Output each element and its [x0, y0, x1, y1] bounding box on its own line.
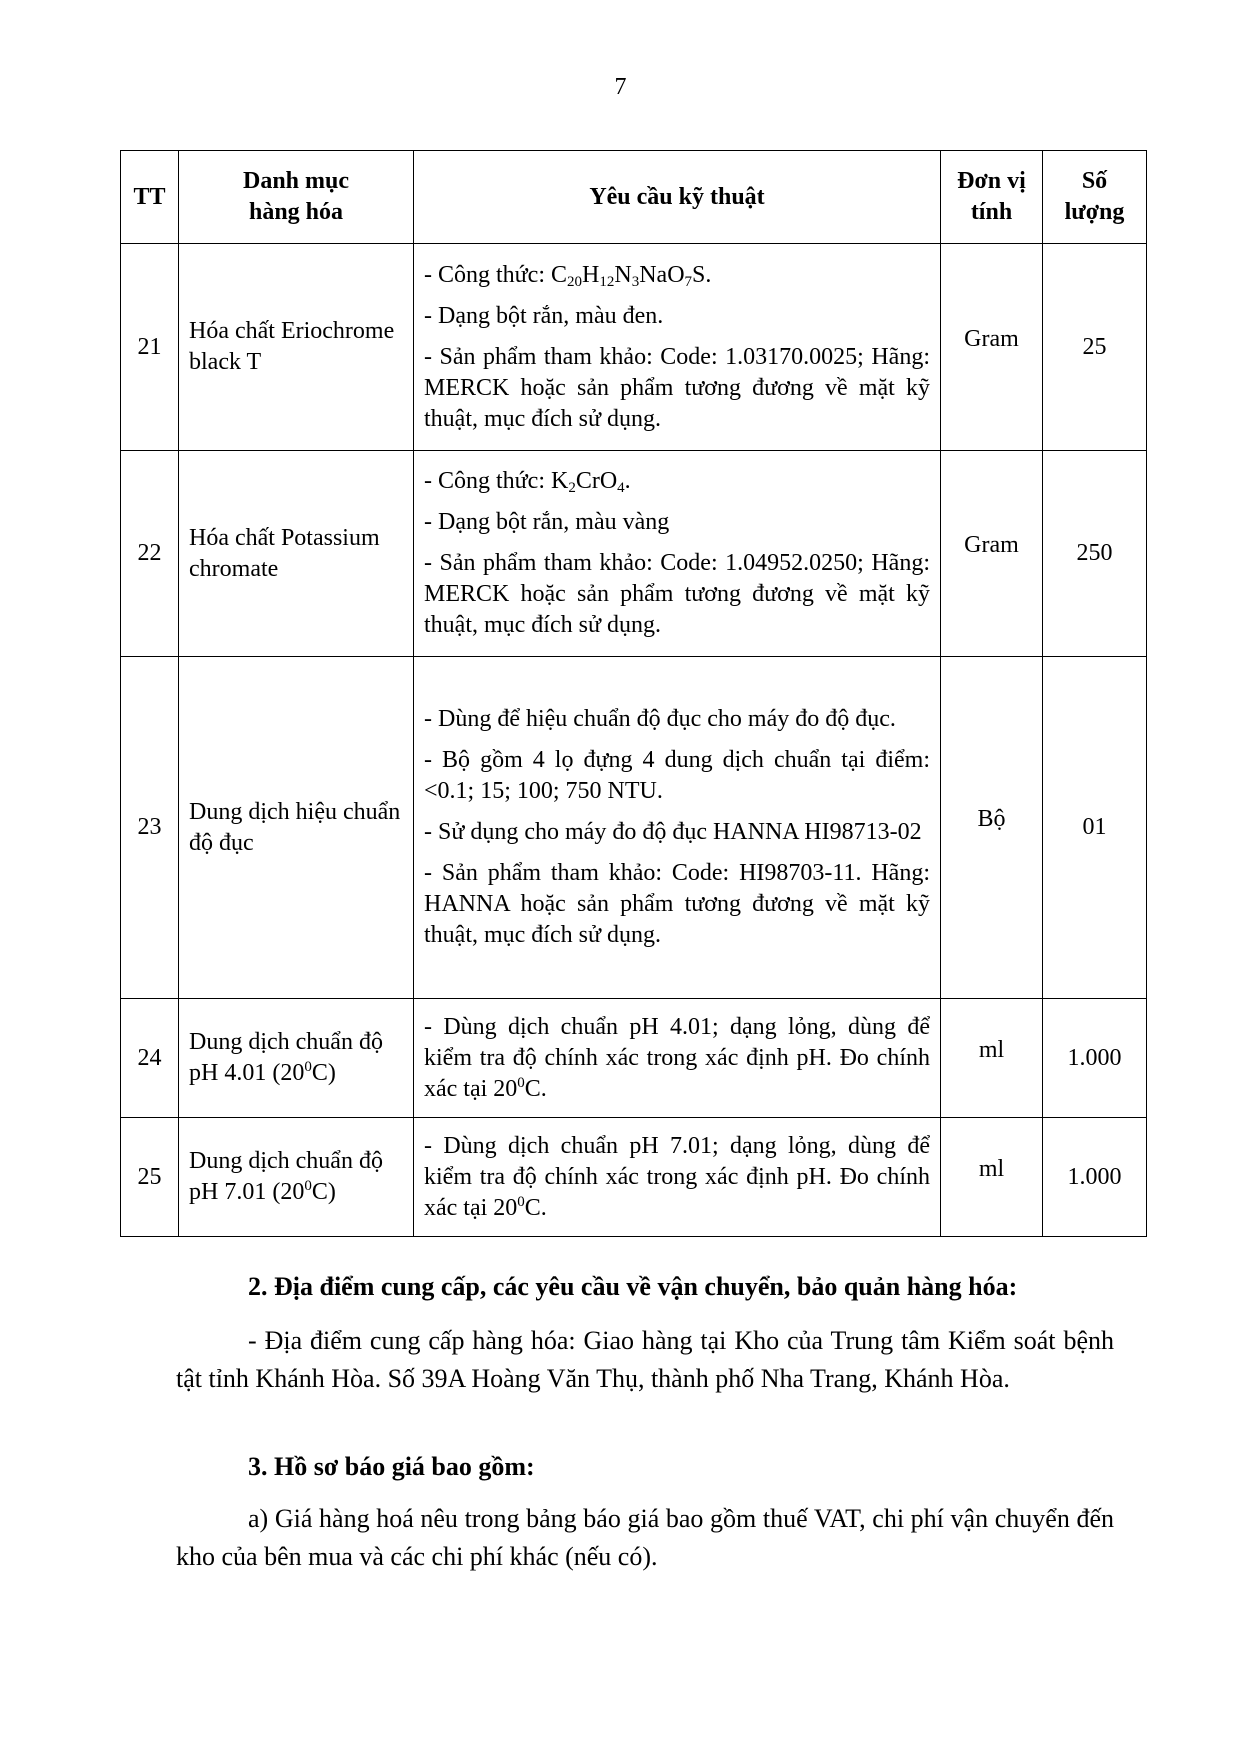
page-number: 7 — [614, 74, 627, 100]
row-spec — [414, 244, 941, 451]
header-name — [179, 151, 414, 244]
spec-line: - Dạng bột rắn, màu vàng — [424, 509, 670, 535]
table-header-row — [121, 151, 1147, 244]
table-row — [121, 657, 1147, 999]
spec-line: - Dạng bột rắn, màu đen. — [424, 302, 664, 329]
goods-table — [120, 150, 1147, 1237]
row-name: Dung dịch chuẩn độ pH 7.01 $(20^0C)$ — [179, 1118, 414, 1237]
row-qty: 1.000 — [1043, 1118, 1147, 1237]
spec-formula: - Công thức: $K_2CrO_4$. — [424, 468, 631, 496]
header-spec: Yêu cầu kỹ thuật — [414, 151, 941, 244]
spec-line: - Sử dụng cho máy đo độ đục HANNA HI98713-02 — [424, 819, 922, 845]
row-tt: 21 — [121, 244, 179, 451]
table-row — [121, 451, 1147, 657]
row-unit: Gram — [941, 451, 1043, 657]
row-qty: 1.000 — [1043, 999, 1147, 1118]
row-qty: 250 — [1043, 451, 1147, 657]
header-qty — [1043, 151, 1147, 244]
table-row — [121, 999, 1147, 1118]
row-tt: 25 — [121, 1118, 179, 1237]
row-unit: Gram — [941, 244, 1043, 451]
header-unit-line1: Đơn vị — [957, 168, 1026, 194]
spec-line: - Sản phẩm tham khảo: Code: HI98703-11. Hãng: HANNA hoặc sản phẩm tương đương về mặt kỹ thuật, mục đích sử dụng. — [424, 860, 930, 948]
row-name: Hóa chất Potassium chromate — [179, 451, 414, 657]
section3-heading: 3. Hồ sơ báo giá bao gồm: — [248, 1452, 535, 1481]
spec-formula: - Công thức: $C_{20}H_{12}N_3NaO_7S$. — [424, 261, 712, 290]
table-row — [121, 244, 1147, 451]
row-name: Dung dịch hiệu chuẩn độ đục — [179, 657, 414, 999]
row-qty: 01 — [1043, 657, 1147, 999]
header-qty-line2: lượng — [1064, 199, 1125, 225]
header-tt: TT — [121, 151, 179, 244]
section3-body: a) Giá hàng hoá nêu trong bảng báo giá bao gồm thuế VAT, chi phí vận chuyển đến kho của bên mua và các chi phí khác (nếu có). — [176, 1504, 1114, 1571]
row-unit: ml — [941, 999, 1043, 1118]
row-tt: 23 — [121, 657, 179, 999]
section2-body: - Địa điểm cung cấp hàng hóa: Giao hàng tại Kho của Trung tâm Kiểm soát bệnh tật tỉnh Khánh Hòa. Số 39A Hoàng Văn Thụ, thành phố Nha Trang, Khánh Hòa. — [176, 1326, 1114, 1393]
header-qty-line1: Số — [1081, 168, 1108, 194]
row-tt: 22 — [121, 451, 179, 657]
row-spec — [414, 451, 941, 657]
header-unit-line2: tính — [970, 199, 1013, 225]
section2-heading: 2. Địa điểm cung cấp, các yêu cầu về vận chuyển, bảo quản hàng hóa: — [248, 1272, 1018, 1301]
row-spec — [414, 999, 941, 1118]
spec-line: - Sản phẩm tham khảo: Code: 1.04952.0250; Hãng: MERCK hoặc sản phẩm tương đương về mặt kỹ thuật, mục đích sử dụng. — [424, 550, 930, 638]
row-spec — [414, 657, 941, 999]
row-name: Dung dịch chuẩn độ pH 4.01 $(20^0C)$ — [179, 999, 414, 1118]
spec-line: - Sản phẩm tham khảo: Code: 1.03170.0025; Hãng: MERCK hoặc sản phẩm tương đương về mặt kỹ thuật, mục đích sử dụng. — [424, 343, 930, 432]
table-row — [121, 1118, 1147, 1237]
row-qty: 25 — [1043, 244, 1147, 451]
spec-line: - Dùng để hiệu chuẩn độ đục cho máy đo độ đục. — [424, 706, 896, 732]
spec-line: - Dùng dịch chuẩn pH 4.01; dạng lỏng, dùng để kiểm tra độ chính xác trong xác định pH. Đo chính xác tại $20^0C$. — [424, 1013, 930, 1102]
row-name: Hóa chất Eriochrome black T — [179, 244, 414, 451]
row-spec — [414, 1118, 941, 1237]
row-unit: ml — [941, 1118, 1043, 1237]
header-name-line1: Danh mục — [242, 168, 350, 194]
spec-line: - Bộ gồm 4 lọ đựng 4 dung dịch chuẩn tại điểm: <0.1; 15; 100; 750 NTU. — [424, 747, 930, 804]
header-name-line2: hàng hóa — [248, 199, 344, 225]
spec-line: - Dùng dịch chuẩn pH 7.01; dạng lỏng, dùng để kiểm tra độ chính xác trong xác định pH. Đo chính xác tại $20^0C$. — [424, 1132, 930, 1221]
header-unit — [941, 151, 1043, 244]
row-tt: 24 — [121, 999, 179, 1118]
row-unit: Bộ — [941, 657, 1043, 999]
